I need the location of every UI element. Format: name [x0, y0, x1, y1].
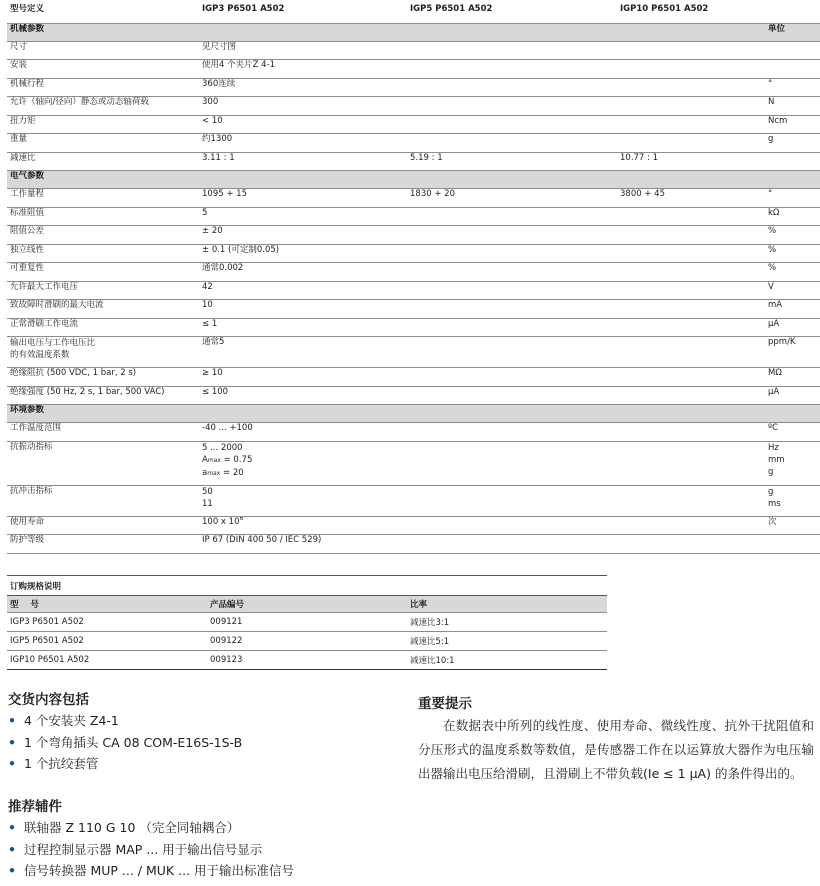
param-unit: mA: [768, 300, 783, 310]
param-value: 42: [202, 281, 213, 292]
section-title: 电气参数: [10, 171, 45, 181]
order-table: [7, 575, 607, 670]
param-label: 正常滑刷工作电流: [10, 318, 79, 329]
delivery-item: • 1 个弯角插头 CA 08 COM-E16S-1S-B: [8, 732, 398, 754]
spec-row: [7, 281, 820, 300]
param-label: 工作温度范围: [10, 423, 62, 433]
order-col-part-number: 产品编号: [210, 600, 245, 610]
spec-row: [7, 337, 820, 368]
accessories-section: [8, 797, 408, 882]
section-mechanical: [7, 23, 820, 41]
param-unit: kΩ: [768, 207, 780, 218]
bullet-icon: •: [8, 713, 16, 728]
param-label: 扭力矩: [10, 115, 36, 126]
order-title-row: [7, 576, 607, 596]
spec-row: [7, 134, 820, 153]
spec-row: [7, 386, 820, 405]
vibration-acceleration: amax = 20: [202, 467, 244, 478]
param-value: IP 67 (DIN 400 50 / IEC 529): [202, 535, 322, 545]
param-unit: μA: [768, 386, 780, 397]
param-label: 可重复性: [10, 263, 45, 273]
param-label: 尺寸: [10, 41, 28, 52]
param-value: 10: [202, 300, 213, 310]
accessory-item: • 信号转换器 MUP ... / MUK ... 用于输出标准信号: [8, 860, 408, 882]
param-unit: μA: [768, 318, 780, 329]
model-igp5: IGP5 P6501 A502: [410, 4, 493, 14]
param-label: 使用寿命: [10, 516, 45, 527]
param-value: 300: [202, 97, 219, 107]
delivery-title: 交货内容包括: [8, 692, 89, 708]
param-label: 重量: [10, 134, 28, 144]
param-unit: ppm/K: [768, 337, 796, 347]
spec-row: [7, 535, 820, 554]
param-value: 约1300: [202, 134, 233, 144]
section-environmental: [7, 405, 820, 423]
spec-row: [7, 244, 820, 263]
param-value-igp3: 3.11 : 1: [202, 152, 235, 163]
param-unit: %: [768, 263, 777, 273]
param-label: 抗振动指标: [10, 441, 53, 452]
note-title: 重要提示: [418, 696, 472, 712]
param-unit: %: [768, 244, 777, 255]
spec-row: [7, 485, 820, 516]
param-unit: 次: [768, 516, 777, 527]
order-title: 订购规格说明: [10, 581, 62, 592]
important-note: [418, 694, 814, 786]
bullet-icon: •: [8, 820, 16, 835]
param-unit: %: [768, 226, 777, 236]
param-label: 减速比: [10, 152, 36, 163]
accessory-item: • 联轴器 Z 110 G 10 （完全同轴耦合）: [8, 817, 408, 839]
param-value-igp3: 1095 + 15: [202, 189, 247, 199]
param-label: 允许最大工作电压: [10, 281, 79, 292]
order-part-number: 009123: [210, 655, 243, 665]
param-label: 工作量程: [10, 189, 45, 199]
param-unit: °: [768, 189, 773, 199]
param-value: [199, 441, 765, 485]
param-unit: °: [768, 78, 773, 89]
param-unit: [765, 60, 820, 79]
spec-row: [7, 97, 820, 116]
accessories-title: 推荐辅件: [8, 799, 62, 815]
order-model: IGP5 P6501 A502: [10, 636, 84, 646]
param-value: 100 x $10^6$: [202, 516, 244, 527]
spec-row: [7, 441, 820, 485]
param-unit: Hz mm g: [768, 442, 785, 477]
spec-row: [7, 41, 820, 60]
spec-header-row: [7, 4, 820, 23]
param-unit: MΩ: [768, 368, 782, 378]
section-electrical: [7, 171, 820, 189]
order-ratio: 减速比5:1: [410, 637, 450, 647]
order-row: [7, 651, 607, 670]
param-label: [7, 337, 199, 368]
vibration-frequency: 5 ... 2000: [202, 442, 243, 453]
param-value: 通常0.002: [202, 263, 244, 273]
param-value-igp10: 10.77 : 1: [620, 152, 659, 163]
param-unit: [765, 41, 820, 60]
order-model: IGP3 P6501 A502: [10, 617, 84, 627]
section-title: 机械参数: [10, 23, 45, 34]
param-value: 使用4 个夹片Z 4-1: [202, 60, 276, 70]
param-unit: N: [768, 97, 775, 107]
param-unit: g ms: [768, 486, 781, 509]
param-value: 50 11: [202, 486, 213, 509]
param-value: 见尺寸图: [202, 41, 237, 52]
order-model: IGP10 P6501 A502: [10, 655, 90, 665]
param-label: 机械行程: [10, 78, 45, 89]
param-label: 防护等级: [10, 535, 45, 545]
delivery-item: • 4 个安装夹 Z4-1: [8, 710, 398, 732]
bullet-icon: •: [8, 841, 16, 857]
param-unit: ºC: [768, 423, 778, 433]
param-label: 允许（轴向/径向）静态或动态轴荷载: [10, 97, 149, 107]
spec-header-label: 型号定义: [10, 4, 45, 14]
bullet-icon: •: [8, 756, 16, 771]
vibration-amplitude: Amax = 0.75: [202, 454, 253, 465]
spec-row: [7, 189, 820, 208]
spec-row: [7, 368, 820, 387]
delivery-item: • 1 个抗绞套管: [8, 753, 398, 775]
accessories-list: [8, 817, 408, 882]
note-text: 在数据表中所列的线性度、使用寿命、微线性度、抗外干扰阻值和分压形式的温度系数等数值，是传感器工作在以运算放大器作为电压输出器输出电压给滑刷，且滑刷上不带负载(Ie ≤ 1 μA) 的条件得出的。: [418, 718, 814, 781]
param-unit: g: [768, 134, 774, 144]
order-ratio: 减速比3:1: [410, 618, 450, 628]
param-label: 阻值公差: [10, 226, 45, 236]
param-label: 抗冲击指标: [10, 485, 53, 496]
order-ratio: 减速比10:1: [410, 656, 455, 666]
spec-row: [7, 263, 820, 282]
model-igp3: IGP3 P6501 A502: [202, 4, 285, 14]
param-value: 5: [202, 207, 208, 218]
spec-row: [7, 318, 820, 337]
param-unit: V: [768, 281, 774, 292]
param-value: -40 ... +100: [202, 423, 253, 433]
param-unit: Ncm: [768, 115, 788, 126]
param-label: 标准阻值: [10, 207, 45, 218]
param-value-igp10: 3800 + 45: [620, 189, 665, 199]
param-value: ± 20: [202, 226, 223, 236]
spec-row: [7, 152, 820, 171]
param-label: 绝缘阻抗 (500 VDC, 1 bar, 2 s): [10, 368, 137, 378]
param-label: 独立线性: [10, 244, 45, 255]
spec-row: [7, 423, 820, 442]
spec-row: [7, 516, 820, 535]
order-column-headers: [7, 596, 607, 613]
param-unit: [765, 535, 820, 554]
param-value: 360连续: [202, 78, 236, 89]
order-part-number: 009121: [210, 617, 243, 627]
param-label: 绝缘强度 (50 Hz, 2 s, 1 bar, 500 VAC): [10, 386, 165, 397]
order-row: [7, 632, 607, 651]
spec-table: [7, 4, 820, 554]
param-value: 通常5: [202, 337, 225, 347]
param-label: 致故障时滑刷的最大电流: [10, 300, 104, 310]
param-value: ≤ 1: [202, 318, 218, 329]
spec-row: [7, 207, 820, 226]
bullet-icon: •: [8, 863, 16, 878]
model-igp10: IGP10 P6501 A502: [620, 4, 709, 14]
spec-row: [7, 300, 820, 319]
spec-row: [7, 115, 820, 134]
accessory-item: • 过程控制显示器 MAP ... 用于输出信号显示: [8, 839, 408, 861]
param-label-line: 的有效温度系数: [10, 350, 70, 360]
param-value: < 10: [202, 115, 223, 126]
param-value-igp5: 1830 + 20: [410, 189, 455, 199]
param-value: ≥ 10: [202, 368, 223, 378]
param-value: ≤ 100: [202, 386, 229, 397]
unit-header: 单位: [768, 23, 786, 34]
spec-row: [7, 60, 820, 79]
spec-row: [7, 226, 820, 245]
order-col-ratio: 比率: [410, 600, 428, 610]
param-value: ± 0.1 (可定制0.05): [202, 244, 280, 255]
delivery-section: [8, 690, 398, 775]
param-unit: [765, 152, 820, 171]
param-label-line: 输出电压与工作电压比: [10, 338, 96, 348]
param-value-igp5: 5.19 : 1: [410, 152, 443, 163]
bullet-icon: •: [8, 734, 16, 750]
order-row: [7, 613, 607, 632]
order-col-model: 型 号: [10, 600, 39, 610]
section-title: 环境参数: [10, 405, 45, 415]
param-label: 安装: [10, 60, 28, 70]
spec-row: [7, 78, 820, 97]
delivery-list: [8, 710, 398, 775]
order-part-number: 009122: [210, 636, 243, 646]
